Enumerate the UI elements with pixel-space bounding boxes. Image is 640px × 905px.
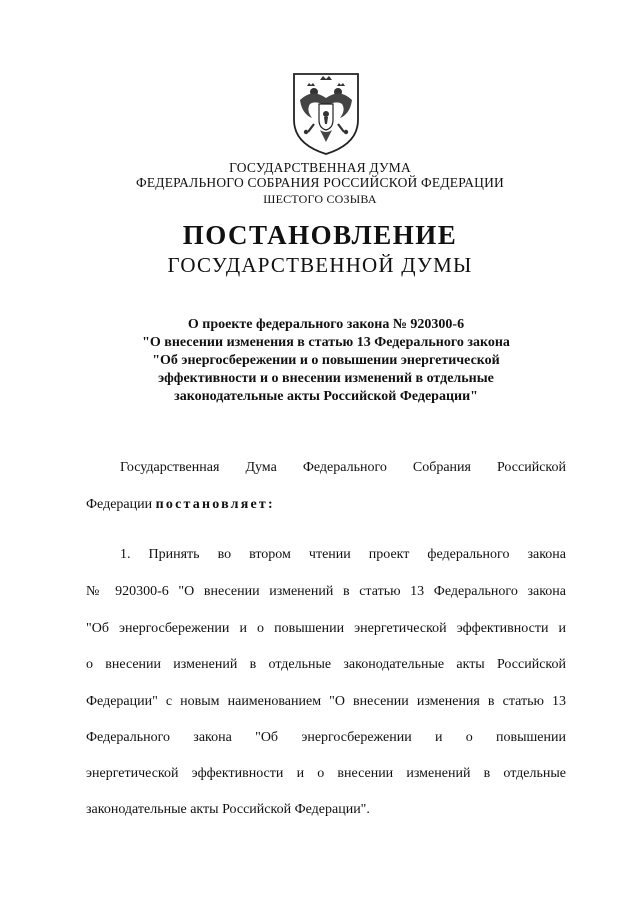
item-line: законодательные акты Российской Федерации". [86, 802, 370, 817]
bill-subject-line: "О внесении изменения в статью 13 Федерального закона [142, 335, 510, 350]
header-line-duma: ГОСУДАРСТВЕННАЯ ДУМА [229, 160, 411, 175]
resolves-word: постановляет: [155, 497, 275, 512]
item-line: энергетической эффективности и о внесении изменений в отдельные [86, 766, 566, 781]
document-title: ПОСТАНОВЛЕНИЕ [182, 220, 458, 250]
coat-of-arms-emblem [290, 70, 362, 156]
document-subtitle: ГОСУДАРСТВЕННОЙ ДУМЫ [167, 253, 473, 277]
bill-subject-line: эффективности и о внесении изменений в отдельные [158, 371, 494, 386]
preamble-line: Государственная Дума Федерального Собрания Российской [120, 460, 566, 475]
bill-subject-line: "Об энергосбережении и о повышении энергетической [152, 353, 500, 368]
bill-subject [120, 316, 532, 406]
header-line-federal-assembly: ФЕДЕРАЛЬНОГО СОБРАНИЯ РОССИЙСКОЙ ФЕДЕРАЦИИ [136, 175, 504, 190]
item-line: Федерации" с новым наименованием "О внесении изменения в статью 13 [86, 694, 566, 709]
preamble-line [86, 497, 566, 515]
item-line: № 920300-6 "О внесении изменений в статью 13 Федерального закона [86, 584, 566, 599]
item-line: о внесении изменений в отдельные законодательные акты Российской [86, 657, 566, 672]
preamble-text: Федерации [86, 497, 156, 512]
bill-subject-line: законодательные акты Российской Федерации" [174, 389, 478, 404]
item-line: 1. Принять во втором чтении проект федерального закона [120, 547, 566, 562]
item-line: "Об энергосбережении и о повышении энергетической эффективности и [86, 621, 566, 636]
header-line-convocation: ШЕСТОГО СОЗЫВА [263, 192, 377, 206]
item-line: Федерального закона "Об энергосбережении и о повышении [86, 730, 566, 745]
bill-subject-line: О проекте федерального закона № 920300-6 [187, 317, 465, 332]
